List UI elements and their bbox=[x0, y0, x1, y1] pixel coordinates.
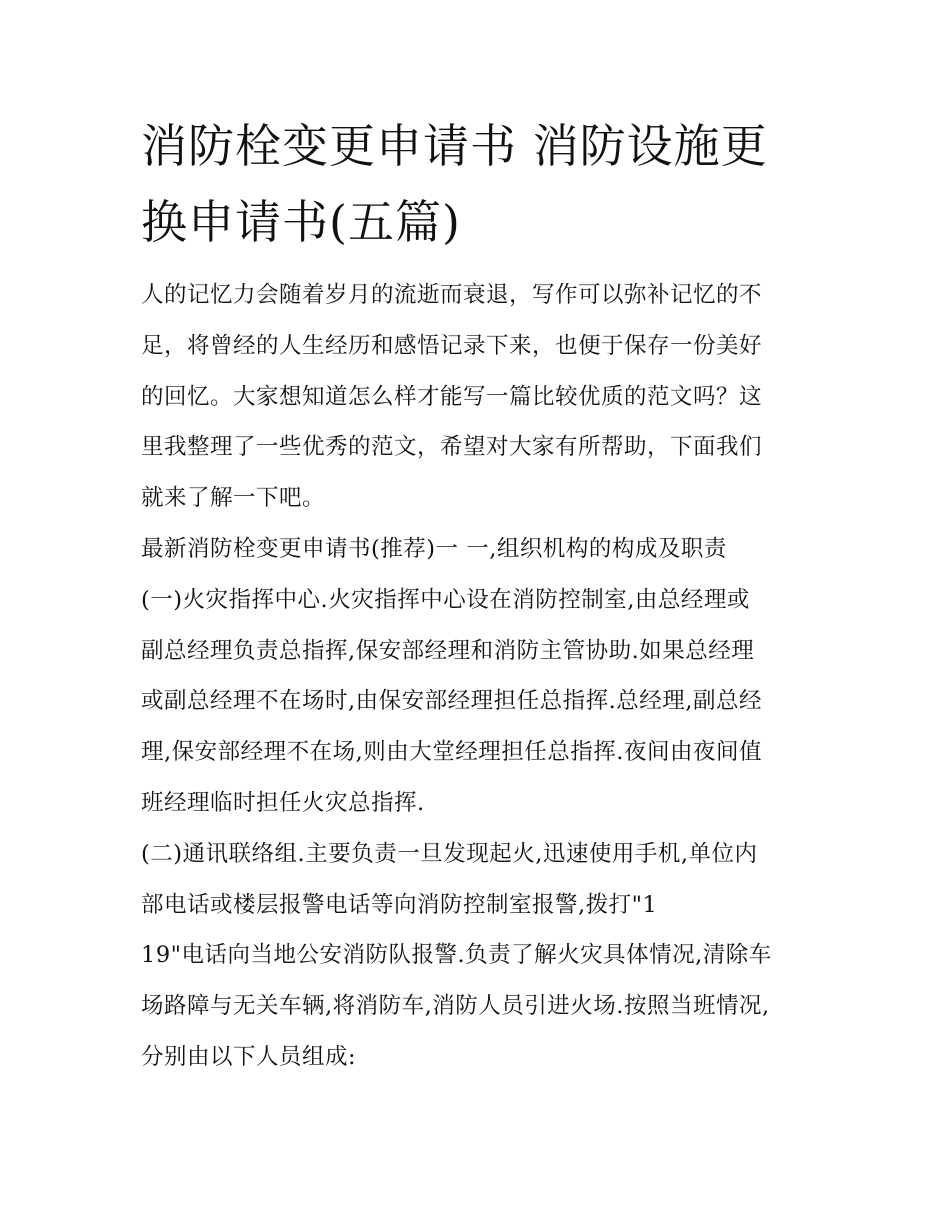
body-line: 19"电话向当地公安消防队报警.负责了解火灾具体情况,清除车 bbox=[141, 942, 772, 969]
body-line: 理,保安部经理不在场,则由大堂经理担任总指挥.夜间由夜间值 bbox=[141, 739, 762, 766]
title-line-2: 换申请书(五篇) bbox=[141, 195, 461, 249]
document-body bbox=[141, 270, 813, 1083]
body-line: 部电话或楼层报警电话等向消防控制室报警,拨打"1 bbox=[141, 891, 658, 918]
body-line: 足，将曾经的人生经历和感悟记录下来，也便于保存一份美好 bbox=[141, 332, 763, 359]
body-line: 班经理临时担任火灾总指挥. bbox=[141, 789, 425, 816]
body-line: 分别由以下人员组成: bbox=[141, 1043, 357, 1070]
body-line: (二)通讯联络组.主要负责一旦发现起火,迅速使用手机,单位内 bbox=[141, 840, 758, 867]
body-line: 或副总经理不在场时,由保安部经理担任总指挥.总经理,副总经 bbox=[141, 688, 762, 715]
document-title bbox=[141, 108, 813, 260]
title-line-1: 消防栓变更申请书 消防设施更 bbox=[141, 119, 768, 173]
body-line: 的回忆。大家想知道怎么样才能写一篇比较优质的范文吗？这 bbox=[141, 383, 763, 410]
body-line: 人的记忆力会随着岁月的流逝而衰退，写作可以弥补记忆的不 bbox=[141, 282, 763, 308]
body-line: 副总经理负责总指挥,保安部经理和消防主管协助.如果总经理 bbox=[141, 637, 755, 664]
body-line: 最新消防栓变更申请书(推荐)一 一,组织机构的构成及职责 bbox=[141, 535, 727, 562]
body-line: 场路障与无关车辆,将消防车,消防人员引进火场.按照当班情况, bbox=[141, 993, 770, 1020]
body-line: 就来了解一下吧。 bbox=[141, 485, 326, 512]
body-line: (一)火灾指挥中心.火灾指挥中心设在消防控制室,由总经理或 bbox=[141, 586, 750, 613]
document-page bbox=[141, 108, 813, 1083]
body-line: 里我整理了一些优秀的范文，希望对大家有所帮助，下面我们 bbox=[141, 434, 763, 461]
